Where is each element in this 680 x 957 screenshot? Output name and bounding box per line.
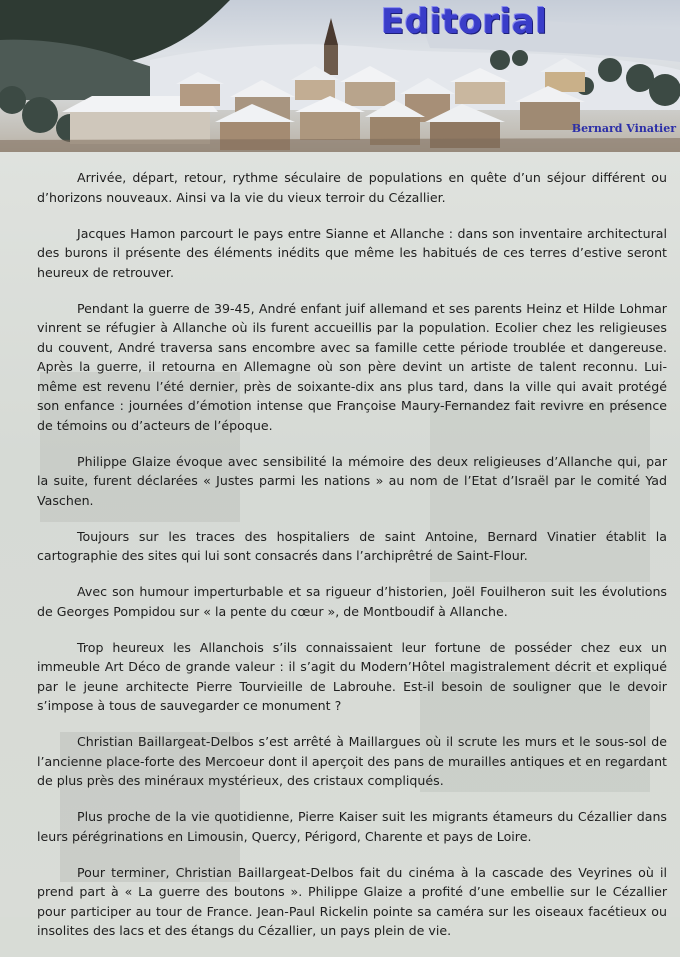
paragraph: Philippe Glaize évoque avec sensibilité la mémoire des deux religieuses d’Allanche qui, par la suite, furent déclarées « Justes parmi les nations » au nom de l’Etat d’Israël par le comité Yad Vaschen. (37, 453, 667, 508)
paragraph: Toujours sur les traces des hospitaliers de saint Antoine, Bernard Vinatier établit la cartographie des sites qui lui sont consacrés dans l’archiprêtré de Saint-Flour. (37, 528, 667, 563)
paragraph: Christian Baillargeat-Delbos s’est arrêté à Maillargues où il scrute les murs et le sous-sol de l’ancienne place-forte des Mercoeur dont il aperçoit des pans de murailles antiques et en regardant de plus près des minéraux mystérieux, des cristaux compliqués. (37, 734, 667, 788)
article-page (0, 152, 680, 938)
paragraph: Jacques Hamon parcourt le pays entre Sianne et Allanche : dans son inventaire architectural des burons il présente des éléments inédits que même les habitués de ces terres d’estive seront heureux de retrouver. (37, 225, 667, 280)
paragraph: Avec son humour imperturbable et sa rigueur d’historien, Joël Fouilheron suit les évolutions de Georges Pompidou sur « la pente du cœur », de Montboudif à Allanche. (37, 584, 667, 619)
header-banner (0, 0, 680, 152)
paragraph: Pour terminer, Christian Baillargeat-Delbos fait du cinéma à la cascade des Veyrines où il prend part à « La guerre des boutons ». Philippe Glaize a profité d’une embellie sur le Cézallier pour participer au tour de France. Jean-Paul Rickelin pointe sa caméra sur les oiseaux facétieux ou insolites des lacs et des étangs du Cézallier, un pays plein de vie. (37, 864, 667, 938)
paragraph: Trop heureux les Allanchois s’ils connaissaient leur fortune de posséder chez eux un immeuble Art Déco de grande valeur : il s’agit du Modern’Hôtel magistralement décrit et expliqué par le jeune architecte Pierre Tourvieille de Labrouhe. Est-il besoin de souligner que le devoir s’impose à tous de sauvegarder ce monument ? (37, 639, 667, 713)
author-name: Bernard Vinatier (571, 122, 676, 135)
paragraph: Plus proche de la vie quotidienne, Pierre Kaiser suit les migrants étameurs du Cézallier dans leurs pérégrinations en Limousin, Quercy, Périgord, Charente et pays de Loire. (37, 809, 667, 844)
editorial-body (37, 168, 667, 957)
paragraph: Pendant la guerre de 39-45, André enfant juif allemand et ses parents Heinz et Hilde Lohmar vinrent se réfugier à Allanche où ils furent accueillis par la population. Ecolier chez les religieuses du couvent, André traversa sans encombre avec sa famille cette période troublée et dangereuse. Après la guerre, il retourna en Allemagne où son père devint un artiste de talent reconnu. Lui-même est revenu l’été dernier, près de soixante-dix ans plus tard, dans la ville qui avait protégé son enfance : journées d’émotion intense que Françoise Maury-Fernandez fait revivre en présence de témoins ou d’acteurs de l’époque. (37, 300, 667, 433)
paragraph: Arrivée, départ, retour, rythme séculaire de populations en quête d’un séjour différent ou d’horizons nouveaux. Ainsi va la vie du vieux terroir du Cézallier. (37, 170, 667, 205)
page-title: Editorial (381, 2, 548, 42)
